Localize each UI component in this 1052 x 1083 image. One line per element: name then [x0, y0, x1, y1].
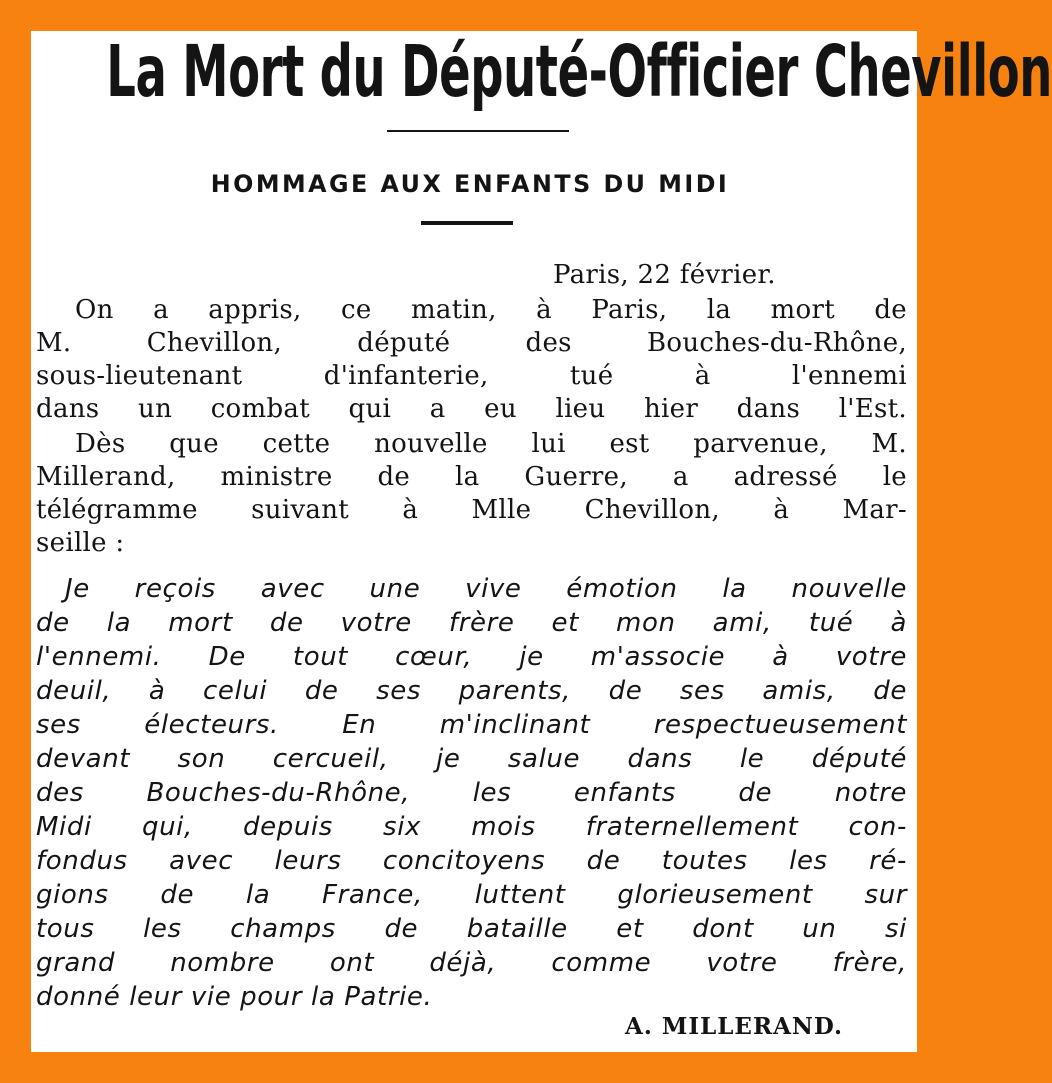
headline-divider: [387, 130, 569, 132]
telegram-line: des Bouches-du-Rhône, les enfants de notre: [36, 778, 907, 808]
subheadline-divider: [421, 221, 513, 225]
subheadline: HOMMAGE AUX ENFANTS DU MIDI: [210, 170, 730, 198]
newspaper-clipping: [31, 30, 1052, 1052]
paragraph2-line: Millerand, ministre de la Guerre, a adressé le: [36, 462, 907, 492]
telegram-line: Je reçois avec une vive émotion la nouvelle: [65, 574, 907, 604]
telegram-line: deuil, à celui de ses parents, de ses amis, de: [36, 676, 907, 706]
telegram-line: grand nombre ont déjà, comme votre frère,: [36, 948, 907, 978]
paragraph2-line: télégramme suivant à Mlle Chevillon, à Mar-: [36, 495, 907, 525]
paragraph1-line: On a appris, ce matin, à Paris, la mort de: [75, 295, 907, 325]
telegram-line: tous les champs de bataille et dont un si: [36, 914, 907, 944]
dateline: Paris, 22 février.: [553, 260, 776, 290]
telegram-line: Midi qui, depuis six mois fraternellement con-: [36, 812, 907, 842]
signature: A. MILLERAND.: [625, 1013, 844, 1040]
telegram-line: fondus avec leurs concitoyens de toutes les ré-: [36, 846, 907, 876]
telegram-line: devant son cercueil, je salue dans le député: [36, 744, 907, 774]
headline: La Mort du Député-Officier Chevillon: [106, 30, 1052, 114]
telegram-line: l'ennemi. De tout cœur, je m'associe à votre: [36, 642, 907, 672]
telegram-line: gions de la France, luttent glorieusement sur: [36, 880, 907, 910]
paragraph1-line: dans un combat qui a eu lieu hier dans l'Est.: [36, 394, 907, 424]
paragraph1-line: M. Chevillon, député des Bouches-du-Rhône,: [36, 328, 907, 358]
paragraph2-line: Dès que cette nouvelle lui est parvenue, M.: [75, 429, 907, 459]
telegram-line: donné leur vie pour la Patrie.: [36, 982, 433, 1012]
paragraph2-line: seille :: [36, 528, 125, 558]
telegram-line: de la mort de votre frère et mon ami, tué à: [36, 608, 907, 638]
paragraph1-line: sous-lieutenant d'infanterie, tué à l'ennemi: [36, 361, 907, 391]
telegram-line: ses électeurs. En m'inclinant respectueusement: [36, 710, 907, 740]
